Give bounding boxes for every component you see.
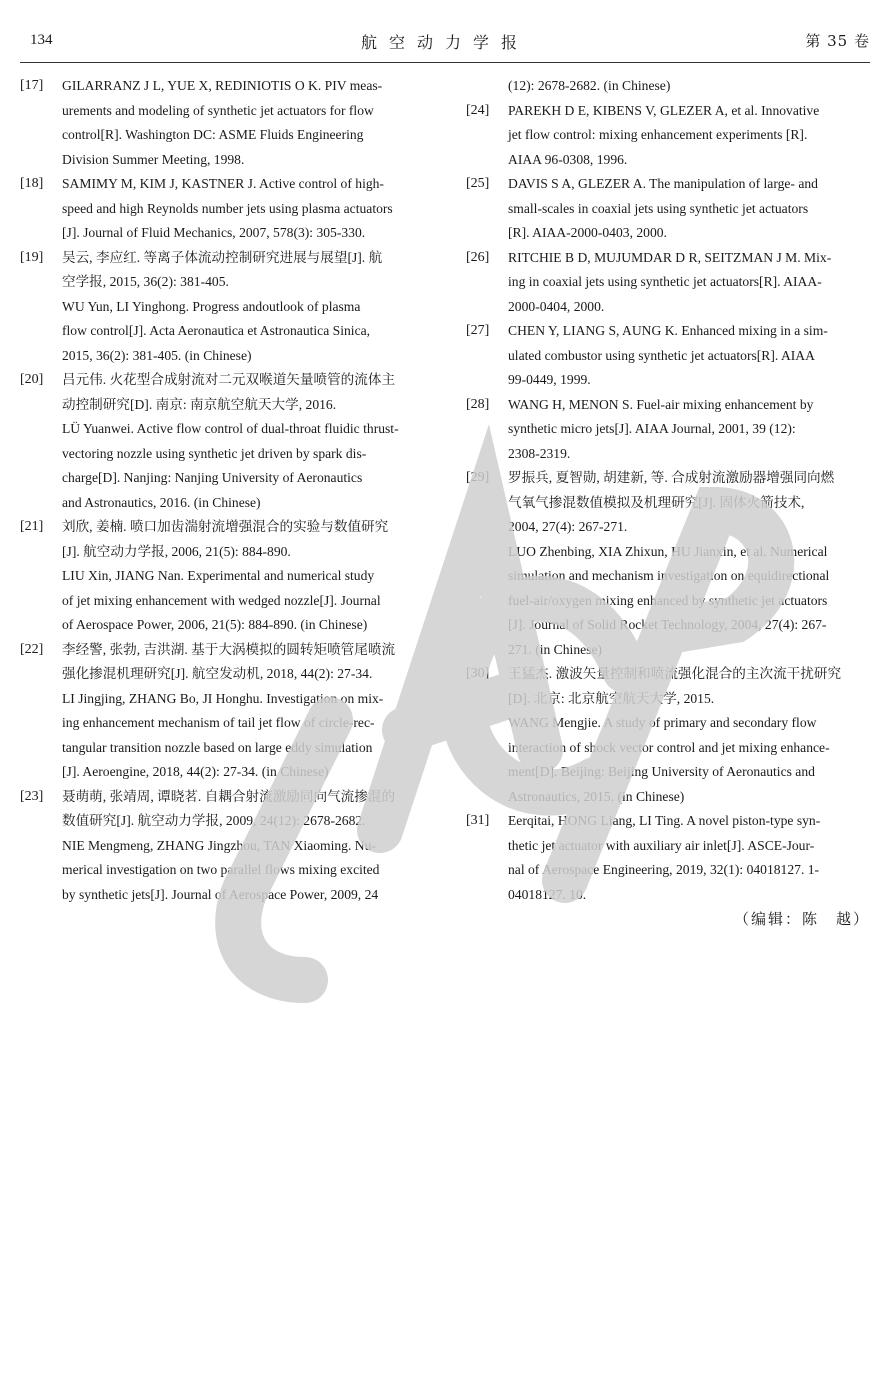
- reference-line: 吴云, 李应红. 等离子体流动控制研究进展与展望[J]. 航: [62, 249, 383, 265]
- reference-entry: [20, 246, 426, 369]
- reference-text: [62, 638, 426, 785]
- reference-line: CHEN Y, LIANG S, AUNG K. Enhanced mixing in a sim-: [508, 323, 828, 338]
- volume-label: 第 35 卷: [805, 32, 870, 50]
- reference-line: PAREKH D E, KIBENS V, GLEZER A, et al. Innovative: [508, 102, 820, 118]
- header-rule: [20, 62, 870, 63]
- reference-number: [17]: [20, 78, 44, 93]
- reference-line: nal of Aerospace Engineering, 2019, 32(1): 04018127. 1-: [508, 862, 820, 877]
- reference-line: 空学报, 2015, 36(2): 381-405.: [62, 274, 229, 289]
- reference-line: [J]. Journal of Fluid Mechanics, 2007, 578(3): 305-330.: [62, 225, 366, 240]
- reference-number: [29]: [466, 470, 490, 485]
- reference-line: [D]. 北京: 北京航空航天大学, 2015.: [508, 690, 715, 706]
- references-left-column: [20, 74, 426, 907]
- reference-line: 2015, 36(2): 381-405. (in Chinese): [62, 347, 252, 363]
- reference-text: [62, 785, 426, 908]
- reference-entry: [466, 393, 872, 467]
- reference-line: interaction of shock vector control and jet mixing enhance-: [508, 739, 830, 755]
- reference-entry: [466, 319, 872, 393]
- reference-entry: [466, 99, 872, 173]
- reference-text: [508, 74, 872, 99]
- reference-line: 强化掺混机理研究[J]. 航空发动机, 2018, 44(2): 27-34.: [62, 666, 373, 681]
- reference-text: [62, 172, 426, 246]
- reference-text: [508, 172, 872, 246]
- reference-line: flow control[J]. Acta Aeronautica et Astronautica Sinica,: [62, 323, 371, 338]
- reference-line: of Aerospace Power, 2006, 21(5): 884-890. (in Chinese): [62, 617, 368, 632]
- reference-number: [25]: [466, 176, 490, 191]
- reference-line: [J]. Journal of Solid Rocket Technology, 2004, 27(4): 267-: [508, 617, 827, 632]
- reference-line: DAVIS S A, GLEZER A. The manipulation of large- and: [508, 176, 818, 191]
- reference-text: [508, 809, 872, 907]
- reference-entry: [20, 515, 426, 638]
- reference-entry: [466, 74, 872, 99]
- reference-line: 气氧气掺混数值模拟及机理研究[J]. 固体火箭技术,: [508, 494, 805, 510]
- reference-line: ment[D]. Beijing: Beijing University of Aeronautics and: [508, 764, 815, 779]
- reference-text: [62, 246, 426, 369]
- reference-line: Division Summer Meeting, 1998.: [62, 151, 245, 167]
- reference-line: WU Yun, LI Yinghong. Progress andoutlook of plasma: [62, 298, 361, 314]
- reference-text: [508, 466, 872, 662]
- reference-line: LUO Zhenbing, XIA Zhixun, HU Jianxin, et al. Numerical: [508, 543, 828, 559]
- reference-line: control[R]. Washington DC: ASME Fluids Engineering: [62, 127, 364, 142]
- reference-line: GILARRANZ J L, YUE X, REDINIOTIS O K. PIV meas-: [62, 78, 383, 93]
- reference-line: synthetic micro jets[J]. AIAA Journal, 2001, 39 (12):: [508, 421, 796, 436]
- reference-line: (12): 2678-2682. (in Chinese): [508, 78, 671, 93]
- reference-line: WANG Mengjie. A study of primary and secondary flow: [508, 715, 817, 730]
- reference-line: thetic jet actuator with auxiliary air inlet[J]. ASCE-Jour-: [508, 837, 815, 853]
- reference-line: vectoring nozzle using synthetic jet driven by spark dis-: [62, 445, 367, 461]
- reference-number: [22]: [20, 641, 44, 657]
- reference-line: ulated combustor using synthetic jet actuators[R]. AIAA: [508, 347, 815, 363]
- reference-line: and Astronautics, 2016. (in Chinese): [62, 494, 261, 510]
- reference-entry: [20, 74, 426, 172]
- reference-line: of jet mixing enhancement with wedged nozzle[J]. Journal: [62, 592, 381, 608]
- reference-line: AIAA 96-0308, 1996.: [508, 151, 628, 167]
- reference-line: 99-0449, 1999.: [508, 372, 591, 387]
- reference-line: tangular transition nozzle based on large eddy simulation: [62, 739, 373, 755]
- reference-text: [508, 319, 872, 393]
- reference-number: [18]: [20, 176, 44, 191]
- reference-line: LIU Xin, JIANG Nan. Experimental and numerical study: [62, 568, 375, 583]
- reference-number: [23]: [20, 788, 44, 804]
- reference-entry: [466, 809, 872, 907]
- reference-line: 2000-0404, 2000.: [508, 298, 605, 314]
- reference-number: [28]: [466, 396, 490, 412]
- reference-line: speed and high Reynolds number jets using plasma actuators: [62, 200, 393, 216]
- reference-entry: [20, 368, 426, 515]
- reference-line: 李经警, 张勃, 吉洪湖. 基于大涡模拟的圆转矩喷管尾喷流: [62, 641, 396, 657]
- journal-title: 航空动力学报: [360, 33, 529, 52]
- page-number: 134: [30, 32, 53, 48]
- reference-line: merical investigation on two parallel flows mixing excited: [62, 862, 380, 877]
- reference-number: [20]: [20, 372, 44, 387]
- reference-entry: [20, 638, 426, 785]
- reference-entry: [20, 785, 426, 908]
- reference-line: by synthetic jets[J]. Journal of Aerospace Power, 2009, 24: [62, 886, 379, 902]
- reference-line: Eerqitai, HONG Liang, LI Ting. A novel piston-type syn-: [508, 813, 821, 828]
- reference-entry: [466, 246, 872, 320]
- reference-line: 吕元伟. 火花型合成射流对二元双喉道矢量喷管的流体主: [62, 372, 396, 387]
- reference-line: [J]. Aeroengine, 2018, 44(2): 27-34. (in Chinese): [62, 764, 329, 779]
- reference-line: 数值研究[J]. 航空动力学报, 2009, 24(12): 2678-2682.: [62, 813, 366, 828]
- reference-line: small-scales in coaxial jets using synthetic jet actuators: [508, 200, 809, 216]
- reference-number: [30]: [466, 666, 490, 681]
- reference-line: LI Jingjing, ZHANG Bo, JI Honghu. Investigation on mix-: [62, 690, 384, 706]
- reference-line: NIE Mengmeng, ZHANG Jingzhou, TAN Xiaoming. Nu-: [62, 837, 376, 853]
- reference-number: [26]: [466, 249, 490, 265]
- reference-number: [19]: [20, 249, 44, 265]
- reference-line: WANG H, MENON S. Fuel-air mixing enhancement by: [508, 396, 814, 412]
- reference-text: [62, 74, 426, 172]
- reference-line: jet flow control: mixing enhancement experiments [R].: [508, 127, 808, 142]
- reference-line: LÜ Yuanwei. Active flow control of dual-throat fluidic thrust-: [62, 421, 399, 436]
- reference-line: simulation and mechanism investigation on equidirectional: [508, 568, 830, 583]
- reference-line: fuel-air/oxygen mixing enhanced by synthetic jet actuators: [508, 592, 828, 608]
- reference-number: [466, 74, 508, 99]
- reference-line: 聂萌萌, 张靖周, 谭晓茗. 自耦合射流激励同向气流掺混的: [62, 788, 396, 804]
- reference-line: 刘欣, 姜楠. 喷口加齿湍射流增强混合的实验与数值研究: [62, 519, 389, 534]
- reference-entry: [466, 172, 872, 246]
- reference-entry: [466, 662, 872, 809]
- reference-text: [508, 393, 872, 467]
- reference-line: RITCHIE B D, MUJUMDAR D R, SEITZMAN J M. Mix-: [508, 249, 832, 265]
- reference-line: Astronautics, 2015. (in Chinese): [508, 788, 685, 804]
- reference-number: [21]: [20, 519, 44, 534]
- reference-number: [27]: [466, 323, 490, 338]
- references-right-column: [466, 74, 872, 907]
- reference-line: 王猛杰. 激波矢量控制和喷流强化混合的主次流干扰研究: [508, 666, 842, 681]
- reference-line: 2004, 27(4): 267-271.: [508, 519, 628, 534]
- reference-line: [R]. AIAA-2000-0403, 2000.: [508, 225, 667, 240]
- editor-credit: （编辑：陈 越）: [733, 910, 870, 928]
- reference-line: charge[D]. Nanjing: Nanjing University of Aeronautics: [62, 470, 363, 485]
- reference-line: ing enhancement mechanism of tail jet flow of circle-rec-: [62, 715, 375, 730]
- reference-text: [508, 99, 872, 173]
- reference-text: [62, 515, 426, 638]
- reference-line: SAMIMY M, KIM J, KASTNER J. Active control of high-: [62, 176, 384, 191]
- page-header: [20, 28, 870, 54]
- reference-line: 271. (in Chinese): [508, 641, 603, 657]
- reference-line: 2308-2319.: [508, 445, 571, 461]
- reference-line: urements and modeling of synthetic jet actuators for flow: [62, 102, 374, 118]
- reference-entry: [20, 172, 426, 246]
- reference-text: [508, 246, 872, 320]
- reference-number: [24]: [466, 102, 490, 118]
- reference-entry: [466, 466, 872, 662]
- reference-line: 罗振兵, 夏智勋, 胡建新, 等. 合成射流激励器增强同向燃: [508, 470, 835, 485]
- reference-number: [31]: [466, 813, 490, 828]
- reference-text: [508, 662, 872, 809]
- reference-line: 04018127. 10.: [508, 886, 587, 902]
- reference-line: [J]. 航空动力学报, 2006, 21(5): 884-890.: [62, 543, 291, 559]
- reference-line: 动控制研究[D]. 南京: 南京航空航天大学, 2016.: [62, 396, 337, 412]
- reference-text: [62, 368, 426, 515]
- reference-line: ing in coaxial jets using synthetic jet actuators[R]. AIAA-: [508, 274, 822, 289]
